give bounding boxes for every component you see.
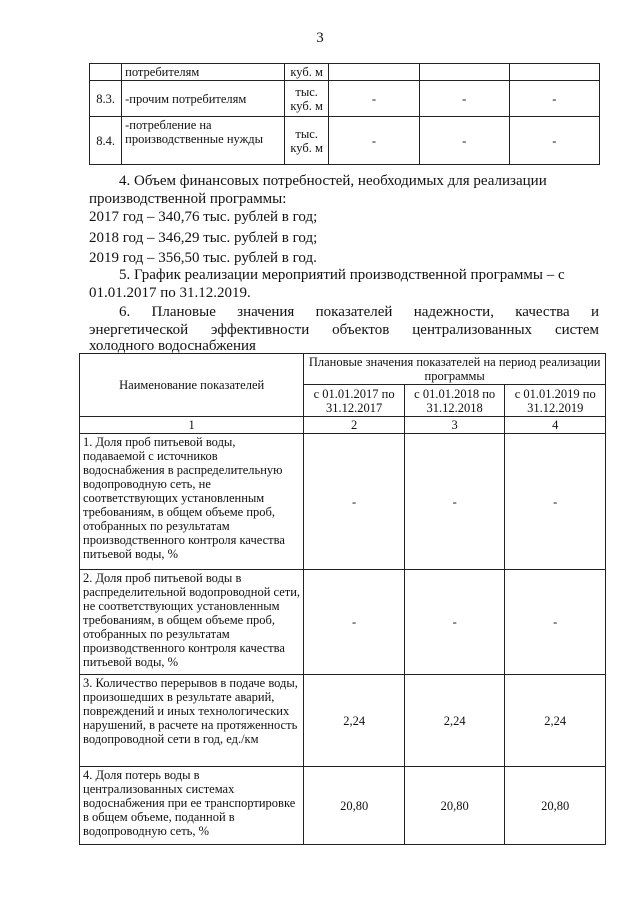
period-2018: с 01.01.2018 по 31.12.2018: [404, 385, 505, 417]
indicator-value: -: [404, 434, 505, 570]
row-unit: куб. м: [284, 64, 329, 81]
indicator-value: -: [304, 570, 405, 675]
header-row: [80, 354, 606, 385]
indicators-table: [79, 353, 606, 845]
financing-2017: 2017 год – 340,76 тыс. рублей в год;: [89, 209, 318, 225]
row-value: -: [419, 117, 509, 165]
row-value: -: [509, 81, 599, 117]
row-value: [419, 64, 509, 81]
header-name: Наименование показателей: [80, 354, 304, 417]
row-number: 8.4.: [90, 117, 122, 165]
row-name: -потребление на производственные нужды: [122, 117, 285, 165]
indicator-value: -: [505, 434, 606, 570]
indicator-value: -: [304, 434, 405, 570]
row-number: 8.3.: [90, 81, 122, 117]
indicator-value: -: [505, 570, 606, 675]
section-4-heading: 4. Объем финансовых потребностей, необходимых для реализации производственной программы:: [89, 173, 547, 207]
page-number: 3: [316, 30, 324, 46]
header-group: Плановые значения показателей на период реализации программы: [304, 354, 606, 385]
financing-2019: 2019 год – 356,50 тыс. рублей в год.: [89, 250, 317, 266]
table-row: [90, 64, 600, 81]
col-number: 1: [80, 417, 304, 434]
indicator-value: 2,24: [304, 675, 405, 767]
indicator-name: 3. Количество перерывов в подаче воды, произошедших в результате аварий, повреждений и иных технологических нарушений, в расчете на протяженность водопроводной сети в год, ед./км: [80, 675, 304, 767]
row-name: потребителям: [122, 64, 285, 81]
indicator-name: 1. Доля проб питьевой воды, подаваемой с источников водоснабжения в распределительную водопроводную сеть, не соответствующих установленным требованиям, в общем объеме проб, отобранных по результатам производственного контроля качества питьевой воды, %: [80, 434, 304, 570]
col-number: 3: [404, 417, 505, 434]
row-value: -: [509, 117, 599, 165]
indicator-value: 20,80: [404, 767, 505, 845]
table-row: [80, 675, 606, 767]
indicator-value: 20,80: [505, 767, 606, 845]
indicator-name: 4. Доля потерь воды в централизованных системах водоснабжения при ее транспортировке в общем объеме, поданной в водопроводную сеть, %: [80, 767, 304, 845]
row-unit: тыс. куб. м: [284, 81, 329, 117]
table-row: [90, 81, 600, 117]
section-5-text: 5. График реализации мероприятий производственной программы – с 01.01.2017 по 31.12.2019.: [89, 267, 565, 301]
indicator-value: 2,24: [404, 675, 505, 767]
indicator-name: 2. Доля проб питьевой воды в распределительной водопроводной сети, не соответствующих установленным требованиям, в общем объеме проб, отобранных по результатам производственного контроля качества питьевой воды, %: [80, 570, 304, 675]
col-number: 4: [505, 417, 606, 434]
row-unit: тыс. куб. м: [284, 117, 329, 165]
table-row: [80, 434, 606, 570]
consumption-table: [89, 63, 600, 165]
row-name: -прочим потребителям: [122, 81, 285, 117]
period-2019: с 01.01.2019 по 31.12.2019: [505, 385, 606, 417]
row-value: [329, 64, 419, 81]
section-6-line-2: энергетической эффективности объектов централизованных систем: [89, 322, 599, 338]
period-2017: с 01.01.2017 по 31.12.2017: [304, 385, 405, 417]
row-number: [90, 64, 122, 81]
row-value: -: [329, 117, 419, 165]
table-row: [80, 767, 606, 845]
table-row: [90, 117, 600, 165]
row-value: [509, 64, 599, 81]
section-6-line-1: 6. Плановые значения показателей надежности, качества и: [119, 304, 599, 320]
row-value: -: [329, 81, 419, 117]
row-value: -: [419, 81, 509, 117]
col-number: 2: [304, 417, 405, 434]
indicator-value: 2,24: [505, 675, 606, 767]
table-row: [80, 570, 606, 675]
financing-2018: 2018 год – 346,29 тыс. рублей в год;: [89, 230, 318, 246]
section-6-line-3: холодного водоснабжения: [89, 338, 256, 354]
indicator-value: 20,80: [304, 767, 405, 845]
column-numbers-row: [80, 417, 606, 434]
indicator-value: -: [404, 570, 505, 675]
